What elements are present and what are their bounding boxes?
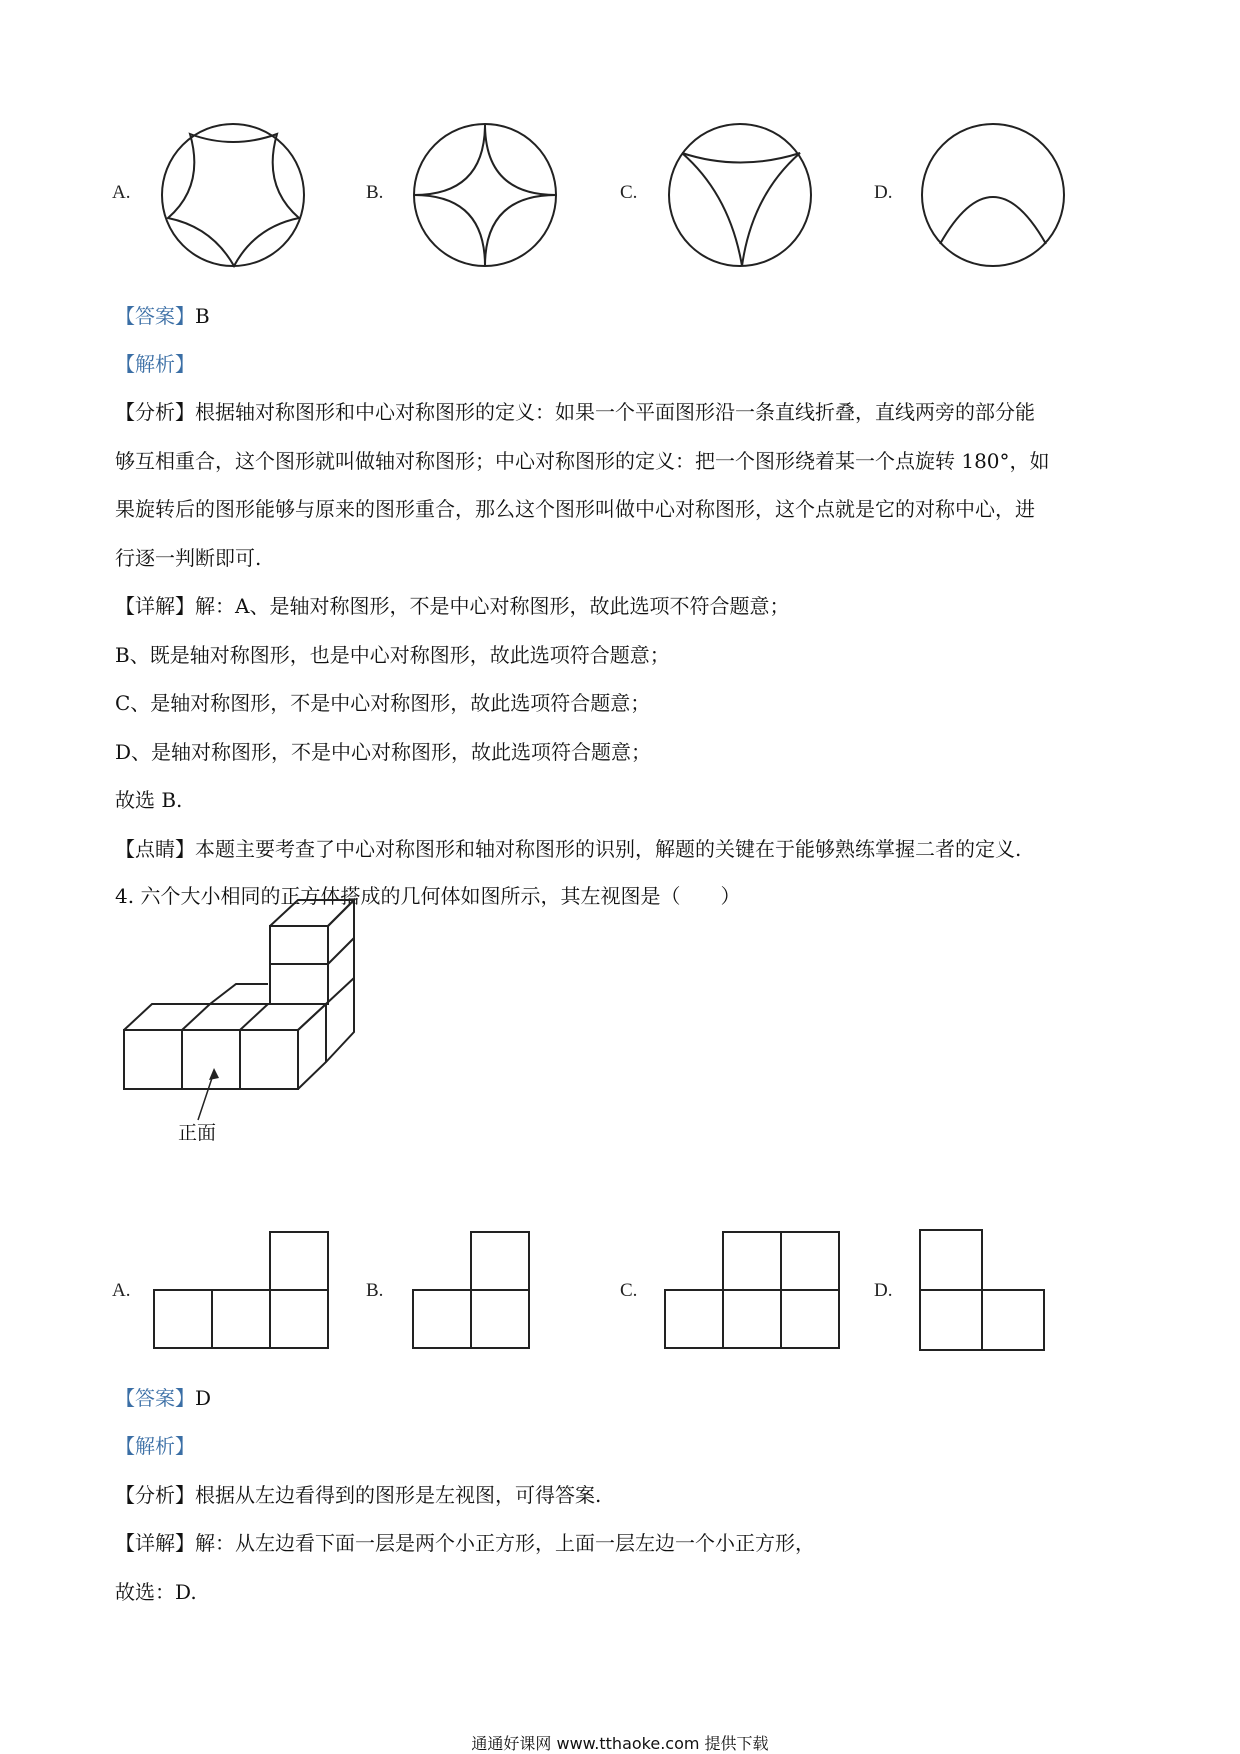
option-b-label: B. [366,182,384,203]
q4-option-c-label: C. [620,1280,638,1301]
answer-tag: 【答案】 [115,304,195,328]
q4-question: 4. 六个大小相同的正方体搭成的几何体如图所示，其左视图是（ ） [115,884,741,908]
dianjing-tag: 【点睛】 [115,837,195,861]
q3-fenxi-line-4: 行逐一判断即可. [115,546,262,570]
xiangjie-text: 解：A、是轴对称图形，不是中心对称图形，故此选项不符合题意； [195,594,790,618]
q4-fenxi [115,1481,601,1509]
q3-conclusion: 故选 B. [115,788,183,812]
q4-option-d-label: D. [874,1280,893,1301]
xiangjie-tag: 【详解】 [115,594,195,618]
q4-xiangjie [115,1529,815,1557]
q4-analysis-heading [115,1432,195,1460]
answer-tag: 【答案】 [115,1386,195,1410]
q4-option-a-label: A. [112,1280,131,1301]
fenxi-tag: 【分析】 [115,400,195,424]
q3-fenxi-line-2: 够互相重合，这个图形就叫做轴对称图形；中心对称图形的定义：把一个图形绕着某一个点旋转 180°，如 [115,449,1050,473]
fenxi-text: 根据轴对称图形和中心对称图形的定义：如果一个平面图形沿一条直线折叠，直线两旁的部分能 [195,400,1035,424]
option-c-label: C. [620,182,638,203]
analysis-tag: 【解析】 [115,352,195,376]
analysis-tag: 【解析】 [115,1434,195,1458]
answer-value: B [195,304,210,328]
option-d-label: D. [874,182,893,203]
front-label: 正面 [178,1122,217,1144]
q3-xiangjie-line-3: C、是轴对称图形，不是中心对称图形，故此选项符合题意； [115,691,651,715]
xiangjie-tag: 【详解】 [115,1531,195,1555]
q3-xiangjie-line-4: D、是轴对称图形，不是中心对称图形，故此选项符合题意； [115,740,652,764]
q4-option-b-label: B. [366,1280,384,1301]
fenxi-text: 根据从左边看得到的图形是左视图，可得答案. [195,1483,602,1507]
q4-answer [115,1384,211,1412]
option-a-label: A. [112,182,131,203]
q4-conclusion: 故选：D. [115,1580,197,1604]
fenxi-tag: 【分析】 [115,1483,195,1507]
q3-xiangjie-line-2: B、既是轴对称图形，也是中心对称图形，故此选项符合题意； [115,643,670,667]
xiangjie-text: 解：从左边看下面一层是两个小正方形，上面一层左边一个小正方形， [195,1531,815,1555]
answer-value: D [195,1386,212,1410]
q3-fenxi-line-3: 果旋转后的图形能够与原来的图形重合，那么这个图形叫做中心对称图形，这个点就是它的对称中心，进 [115,497,1035,521]
page-footer: 通通好课网 www.tthaoke.com 提供下载 [471,1734,769,1753]
dianjing-text: 本题主要考查了中心对称图形和轴对称图形的识别，解题的关键在于能够熟练掌握二者的定义. [195,837,1022,861]
